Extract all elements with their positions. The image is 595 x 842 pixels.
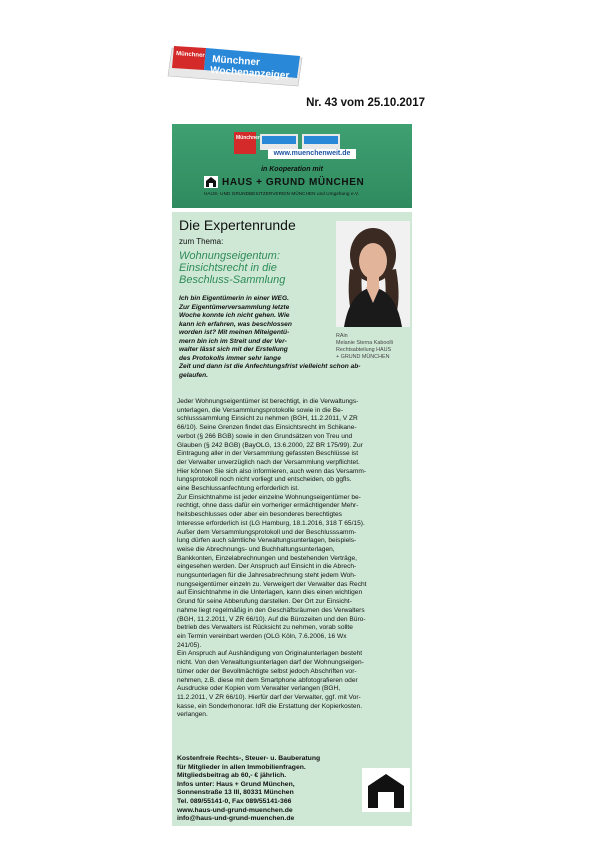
footer-info	[177, 755, 347, 824]
intro-line: Zeit und dann ist die Anfechtungsfrist vielleicht schon ab-	[179, 363, 361, 370]
footer-line: Tel. 089/55141-0, Fax 089/55141-366	[177, 797, 292, 805]
caption-line: Melanie Sterna Kaboolli	[336, 340, 393, 346]
subtitle-line: Beschluss-Sammlung	[179, 274, 286, 286]
body-line: verbot (§ 266 BGB) sowie in den Grundsätzen von Treu und	[177, 432, 353, 440]
body-line: Grund für seine Abberufung darstellen. Der Ort zur Einsicht-	[177, 598, 352, 606]
haus-grund-subtitle: HAUS- UND GRUNDBESITZERVEREIN MÜNCHEN und Umgebung e.V.	[204, 191, 360, 196]
body-line: nicht. Von den Verwaltungsunterlagen darf der Wohnungseigen-	[177, 659, 364, 667]
svg-text:Münchner: Münchner	[236, 135, 260, 141]
article-thema: zum Thema:	[179, 237, 224, 246]
body-line: Glauben (§ 242 BGB) (BayOLG, 13.6.2000, 2Z BR 175/99). Zur	[177, 441, 363, 449]
intro-line: worden ist? Mit meinen Miteigentü-	[179, 329, 290, 336]
body-line: Jeder Wohnungseigentümer ist berechtigt, in die Verwaltungs-	[177, 398, 359, 405]
footer-line: Mitgliedsbeitrag ab 60,- € jährlich.	[177, 772, 287, 780]
body-line: ein Termin vereinbart werden (OLG Köln, 7.6.2006, 16 Wx	[177, 632, 347, 640]
body-line: betrieb des Verwalters ist Rücksicht zu nehmen, vorab sollte	[177, 624, 353, 632]
intro-line: des Protokolls immer sehr lange	[179, 354, 281, 362]
footer-line: Infos unter: Haus + Grund München,	[177, 780, 295, 788]
haus-grund-logo	[362, 768, 410, 812]
body-line: Ein Anspruch auf Aushändigung von Originalunterlagen besteht	[177, 650, 363, 658]
body-line: schlusssammlung Einsicht zu nehmen (BGH, 11.2.2011, V ZR	[177, 415, 358, 423]
body-line: eingesehen werden. Der Anspruch auf Einsicht in die Abrech-	[177, 563, 357, 571]
logo-line1: Münchner	[175, 51, 205, 59]
body-line: lung dürfen auch sämtliche Verwaltungsunterlagen, beispiels-	[177, 537, 357, 545]
footer-line: Kostenfreie Rechts-, Steuer- u. Bauberatung	[177, 755, 321, 762]
article-body	[177, 398, 412, 720]
body-line: lungsprotokoll noch nicht vorliegt und entscheiden, ob ggfls.	[177, 476, 352, 484]
intro-line: kann ich erfahren, was beschlossen	[179, 320, 292, 328]
caption-line: + GRUND MÜNCHEN	[336, 354, 390, 360]
intro-wide	[179, 363, 411, 380]
intro-line: Zur Eigentümerversammlung letzte	[179, 303, 290, 311]
article-subtitle	[179, 250, 329, 286]
footer-line: für Mitglieder in allen Immobilienfragen.	[177, 763, 306, 771]
body-line: nahme liegt regelmäßig in den Geschäftsräumen des Verwalters	[177, 606, 365, 614]
logo-line1b: Münchner	[211, 54, 261, 69]
intro-question	[179, 295, 411, 380]
body-line: Bankkonten, Einzelabrechnungen und bestehenden Verträge,	[177, 554, 358, 562]
body-line: Zur Einsichtnahme ist jeder einzelne Wohnungseigentümer be-	[177, 493, 361, 501]
muenchner-wochenanzeiger-logo	[166, 42, 304, 88]
intro-line: walter lässt sich mit der Erstellung	[179, 346, 288, 353]
body-line: nehmen, z.B. diese mit dem Smartphone abfotografieren oder	[177, 676, 358, 684]
intro-line: Ich bin Eigentümerin in einer WEG.	[179, 295, 289, 302]
issue-line: Nr. 43 vom 25.10.2017	[306, 97, 425, 109]
body-line: rechtigt, ohne dass dafür ein vorheriger ermächtigender Mehr-	[177, 502, 359, 510]
body-line: tümer oder der Bevollmächtigte selbst jedoch Abschriften vor-	[177, 667, 357, 675]
body-line: 11.2.2011, V ZR 66/10). Hierfür darf der Verwalter, ggf. mit Vor-	[177, 693, 361, 701]
header-banner	[172, 124, 412, 208]
footer-line: www.haus-und-grund-muenchen.de	[177, 806, 293, 814]
body-line: nungseigentümer einzeln zu. Verweigert der Verwalter das Recht	[177, 580, 367, 588]
footer-line: Sonnenstraße 13 III, 80331 München	[177, 789, 294, 797]
kooperation-label: in Kooperation mit	[261, 166, 323, 173]
body-line: weise die Abrechnungs- und Buchhaltungsunterlagen,	[177, 545, 335, 553]
body-line: 66/10). Seine Grenzen findet das Einsichtsrecht im Schikane-	[177, 424, 357, 432]
body-line: nungsunterlagen für die Jahresabrechnung steht jedem Woh-	[177, 572, 357, 580]
body-line: unterlagen, die Versammlungsprotokolle sowie in die Be-	[177, 406, 344, 414]
subtitle-line: Wohnungseigentum:	[179, 250, 280, 262]
intro-line: gelaufen.	[179, 371, 208, 379]
body-line: der Verwalter unverzüglich nach der Versammlung verpflichtet.	[177, 458, 360, 466]
body-line: Interesse erforderlich ist (LG Hamburg, 18.1.2016, 318 T 65/15).	[177, 519, 365, 527]
body-line: Ausdrucke oder Kopien vom Verwalter verlangen (BGH,	[177, 685, 341, 693]
intro-narrow	[179, 295, 327, 363]
body-line: eine Beschlussanfechtung erforderlich ist.	[177, 485, 300, 493]
footer-line: info@haus-und-grund-muenchen.de	[177, 815, 295, 823]
body-line: Eintragung aller in der Versammlung gefassten Beschlüsse ist	[177, 450, 359, 458]
website-url[interactable]: www.muenchenweit.de	[268, 149, 356, 159]
haus-grund-name: HAUS + GRUND MÜNCHEN	[222, 177, 365, 188]
body-line: auf Einsichtnahme in die Unterlagen, kann dies einen wichtigen	[177, 589, 363, 597]
body-line: kasse, ein Sonderhonorar. IdR die Erstattung der Kopierkosten.	[177, 702, 363, 710]
intro-line: mern bin ich im Streit und der Ver-	[179, 337, 287, 345]
body-line: Hier können Sie sich also informieren, auch wenn das Versamm-	[177, 467, 367, 475]
caption-line: Rechtsabteilung HAUS	[336, 347, 392, 353]
body-line: heitsbeschlusses oder aber ein besonderes berechtigtes	[177, 511, 342, 519]
logo-line2: Wochenanzeiger	[209, 65, 290, 82]
subtitle-line: Einsichtsrecht in die	[179, 262, 277, 274]
body-line: (BGH, 11.2.2011, V ZR 66/10). Auf die Bürozeiten und den Büro-	[177, 615, 366, 623]
article-title: Die Expertenrunde	[179, 217, 296, 233]
caption-line: RAin	[336, 333, 348, 339]
body-line: Außer dem Versammlungsprotokoll und der Beschlusssamm-	[177, 528, 357, 536]
intro-line: Woche konnte ich nicht gehen. Wie	[179, 312, 290, 319]
haus-grund-icon	[204, 176, 218, 188]
body-line: 241/05).	[177, 641, 202, 649]
body-line: verlangen.	[177, 711, 208, 719]
